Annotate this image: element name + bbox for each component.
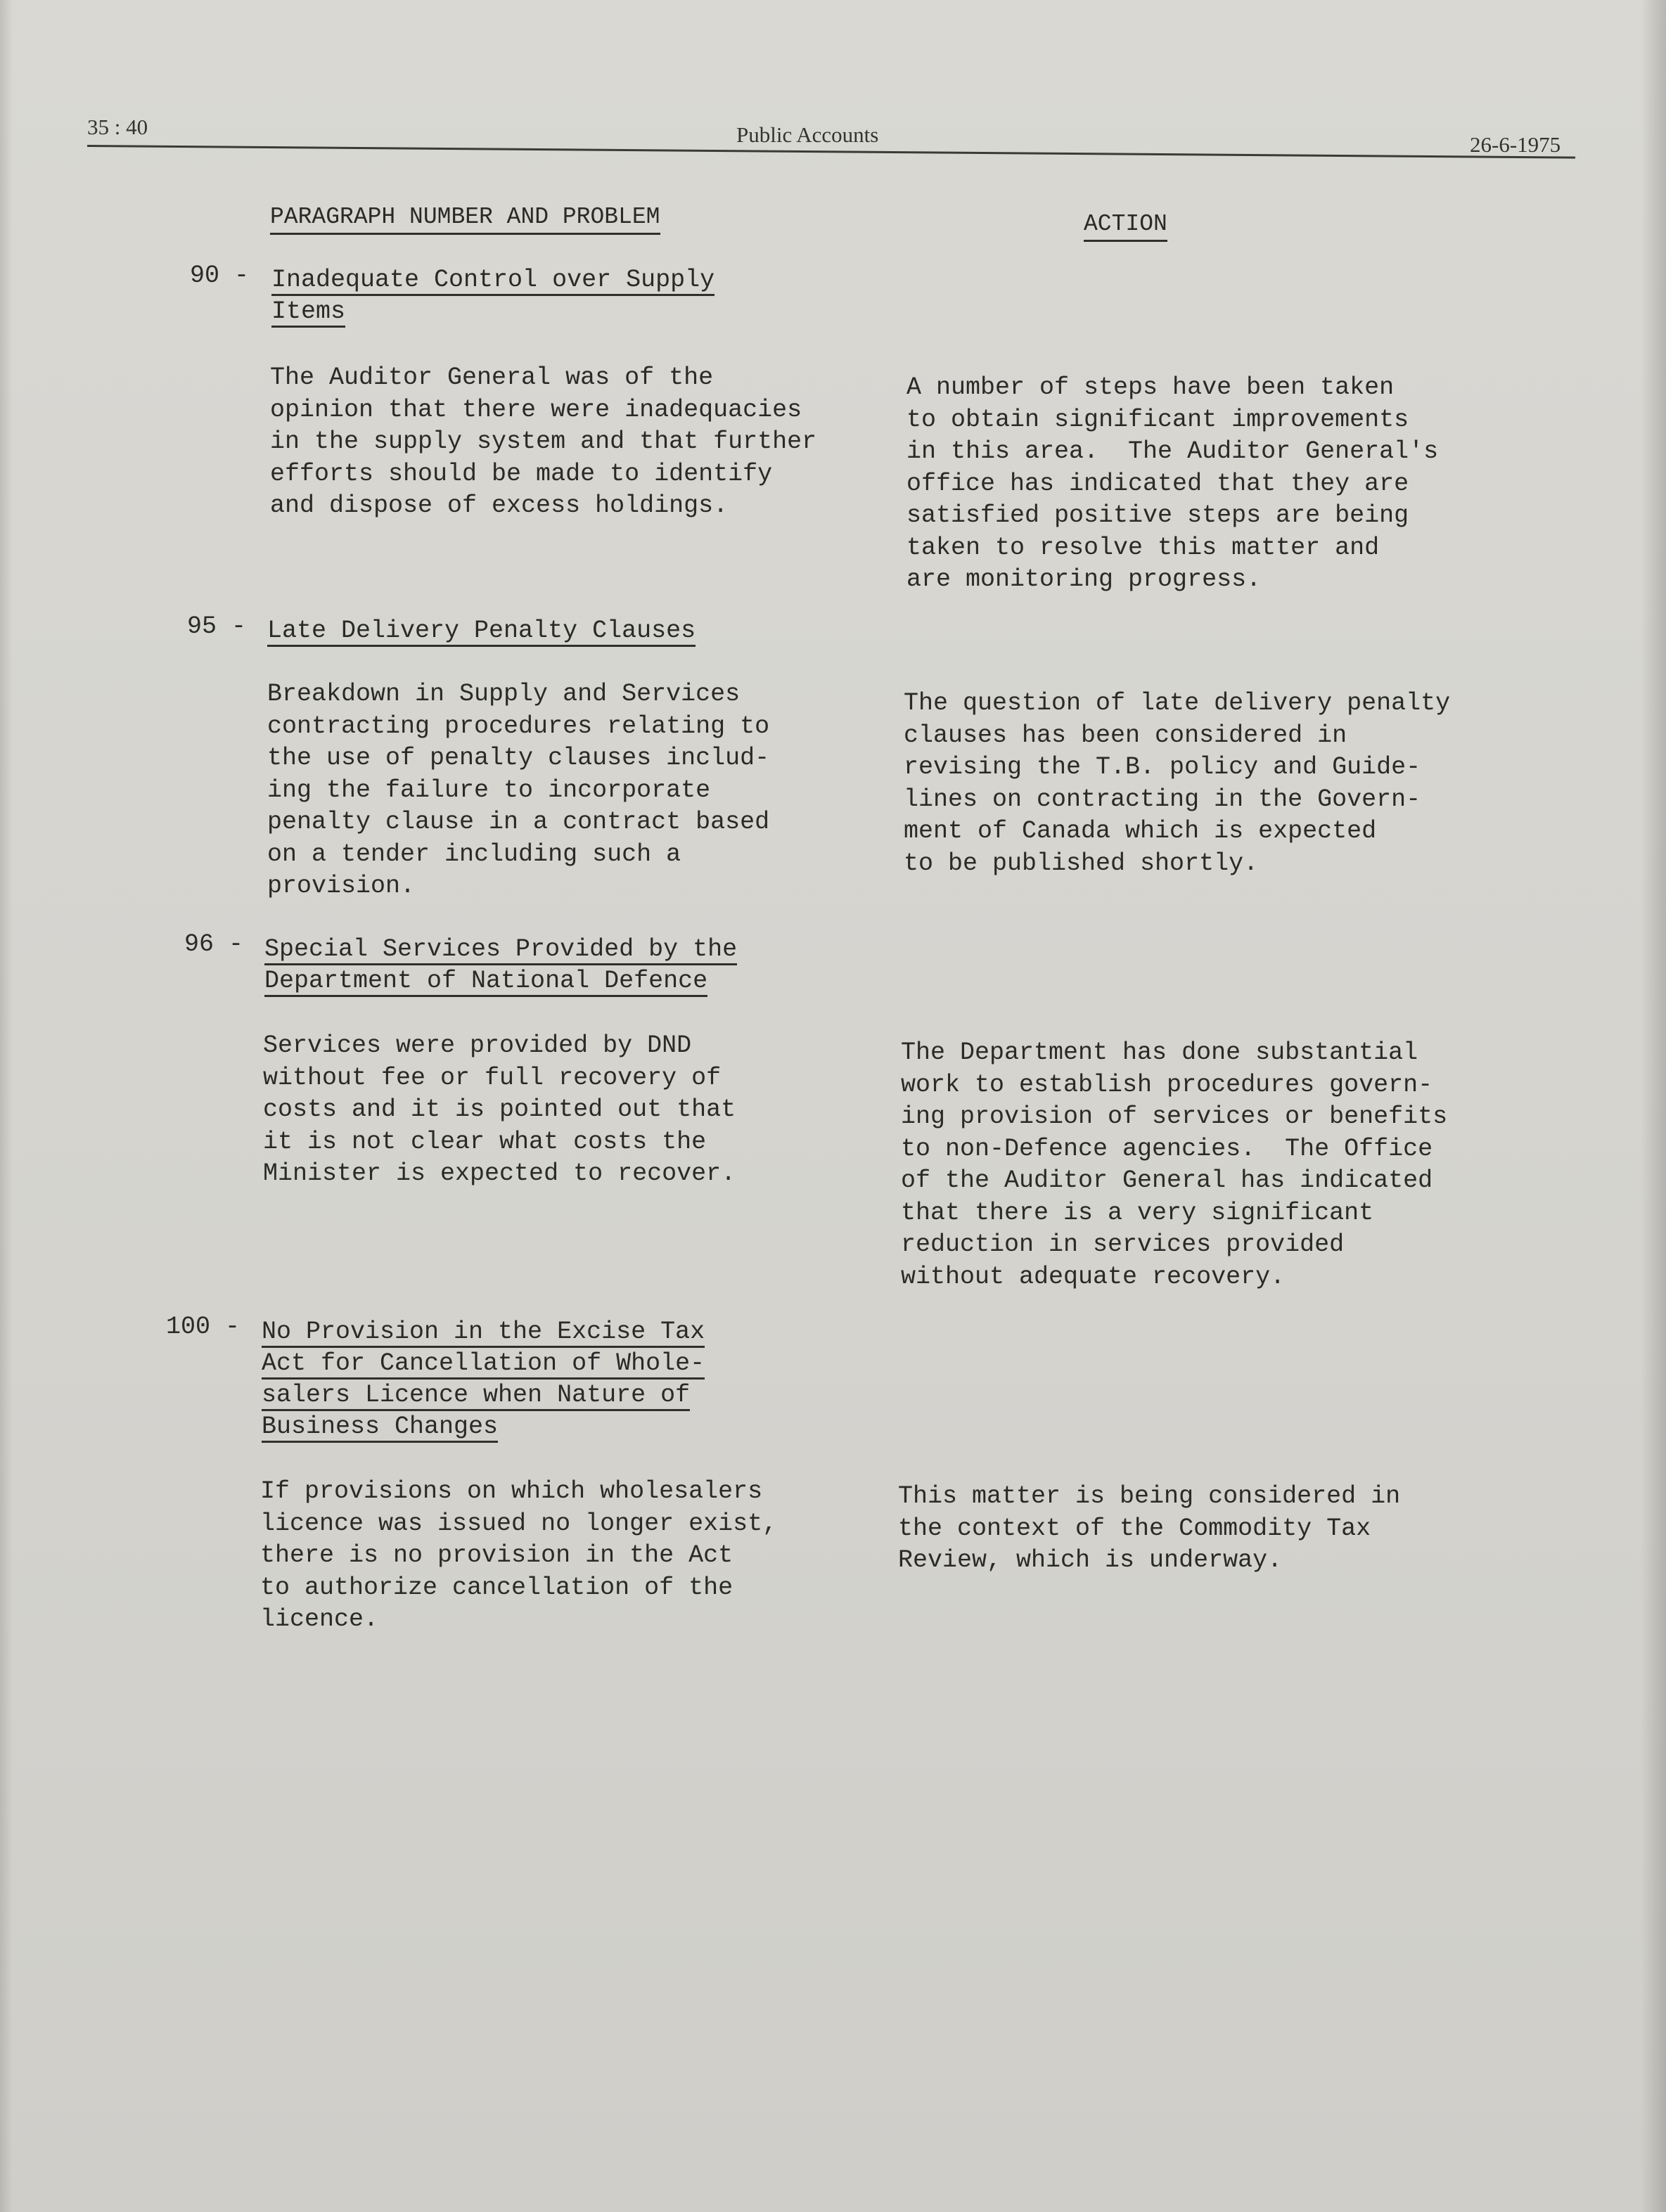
- text-line: Breakdown in Supply and Services: [267, 680, 741, 708]
- text-line: Review, which is underway.: [898, 1546, 1283, 1574]
- text-line: it is not clear what costs the: [263, 1127, 707, 1156]
- text-line: satisfied positive steps are being: [906, 501, 1409, 529]
- text-line: The question of late delivery penalty: [904, 689, 1451, 717]
- text-line: ing provision of services or benefits: [901, 1102, 1448, 1131]
- item-number: 100 -: [166, 1313, 241, 1341]
- text-line: of the Auditor General has indicated: [901, 1166, 1433, 1195]
- text-line: If provisions on which wholesalers: [260, 1477, 763, 1505]
- item-title: [267, 615, 696, 647]
- text-line: penalty clause in a contract based: [267, 808, 770, 836]
- item-number: 95 -: [187, 612, 247, 641]
- item-number: 90 -: [190, 262, 250, 290]
- text-line: ment of Canada which is expected: [904, 817, 1377, 845]
- page-edge-shadow-left: [0, 0, 13, 2212]
- item-title: [264, 934, 737, 997]
- text-line: The Auditor General was of the: [270, 364, 714, 392]
- text-line: in the supply system and that further: [270, 427, 817, 456]
- text-line: to obtain significant improvements: [906, 405, 1409, 434]
- column-heading-action: ACTION: [1084, 211, 1167, 237]
- item-title-line: No Provision in the Excise Tax: [262, 1316, 705, 1348]
- text-line: contracting procedures relating to: [267, 712, 770, 740]
- action-text: [901, 1037, 1447, 1293]
- problem-text: [260, 1476, 777, 1636]
- text-line: costs and it is pointed out that: [263, 1095, 736, 1124]
- text-line: are monitoring progress.: [906, 565, 1262, 593]
- text-line: there is no provision in the Act: [260, 1541, 733, 1569]
- problem-text: [263, 1030, 736, 1190]
- text-line: clauses has been considered in: [904, 721, 1347, 750]
- item-title-line: Business Changes: [262, 1411, 705, 1443]
- item-title-line: Department of National Defence: [264, 965, 737, 997]
- text-line: A number of steps have been taken: [906, 373, 1395, 401]
- page-edge-shadow-right: [1641, 0, 1666, 2212]
- text-line: lines on contracting in the Govern-: [904, 785, 1421, 814]
- header-date: 26-6-1975: [1470, 132, 1561, 157]
- text-line: taken to resolve this matter and: [906, 533, 1380, 562]
- column-heading-problem: PARAGRAPH NUMBER AND PROBLEM: [270, 204, 660, 230]
- action-text: [906, 372, 1438, 596]
- text-line: licence was issued no longer exist,: [260, 1509, 778, 1538]
- text-line: The Department has done substantial: [901, 1039, 1418, 1067]
- text-line: in this area. The Auditor General's: [906, 437, 1439, 465]
- text-line: ing the failure to incorporate: [267, 776, 711, 804]
- text-line: office has indicated that they are: [906, 469, 1409, 498]
- item-number: 96 -: [184, 930, 244, 958]
- text-line: provision.: [267, 872, 416, 900]
- text-line: and dispose of excess holdings.: [270, 491, 729, 520]
- text-line: Minister is expected to recover.: [263, 1159, 736, 1188]
- item-title: [262, 1316, 705, 1443]
- text-line: that there is a very significant: [901, 1198, 1374, 1227]
- text-line: to be published shortly.: [904, 849, 1259, 877]
- running-title: Public Accounts: [736, 122, 879, 147]
- text-line: on a tender including such a: [267, 840, 681, 868]
- text-line: efforts should be made to identify: [270, 459, 773, 488]
- text-line: without adequate recovery.: [901, 1262, 1286, 1291]
- item-title-line: Inadequate Control over Supply: [271, 264, 715, 296]
- text-line: the context of the Commodity Tax: [898, 1514, 1371, 1543]
- action-text: [904, 688, 1450, 880]
- problem-text: [270, 362, 816, 522]
- text-line: to non-Defence agencies. The Office: [901, 1134, 1433, 1163]
- item-title-line: Late Delivery Penalty Clauses: [267, 615, 696, 647]
- text-line: reduction in services provided: [901, 1230, 1345, 1259]
- text-line: to authorize cancellation of the: [260, 1573, 733, 1602]
- text-line: the use of penalty clauses includ-: [267, 744, 770, 772]
- text-line: licence.: [260, 1605, 379, 1633]
- text-line: work to establish procedures govern-: [901, 1070, 1433, 1099]
- text-line: This matter is being considered in: [898, 1482, 1401, 1510]
- text-line: revising the T.B. policy and Guide-: [904, 753, 1421, 781]
- text-line: Services were provided by DND: [263, 1031, 692, 1060]
- problem-text: [267, 679, 769, 903]
- item-title-line: Items: [271, 296, 715, 328]
- action-text: [898, 1481, 1400, 1577]
- page-number: 35 : 40: [87, 115, 148, 139]
- item-title-line: Act for Cancellation of Whole-: [262, 1348, 705, 1380]
- text-line: opinion that there were inadequacies: [270, 395, 802, 424]
- item-title-line: Special Services Provided by the: [264, 934, 737, 965]
- text-line: without fee or full recovery of: [263, 1063, 722, 1092]
- item-title: [271, 264, 715, 328]
- item-title-line: salers Licence when Nature of: [262, 1380, 705, 1411]
